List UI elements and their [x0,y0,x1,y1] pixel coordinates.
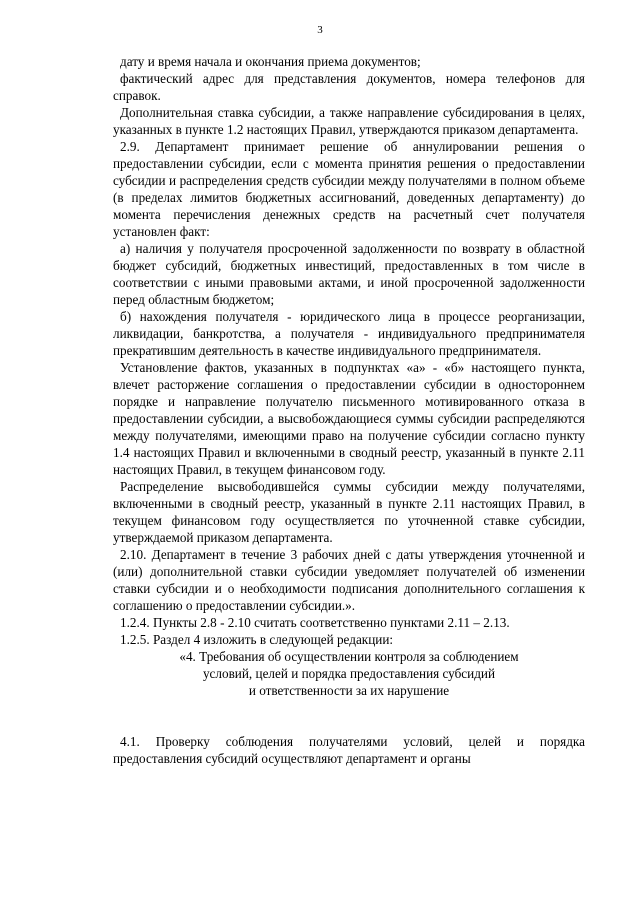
paragraph: Установление фактов, указанных в подпунктах «а» - «б» настоящего пункта, влечет расторжение соглашения о предоставлении субсидии в одностороннем порядке и направление получателю письменного мотивированного отказа в предоставлении субсидии, а высвобождающиеся суммы субсидии распределяются между получателями, имеющими право на получение субсидии согласно пункту 1.4 настоящих Правил и включенными в сводный реестр, указанный в пункте 2.11 настоящих Правил, в текущем финансовом году. [113,360,585,477]
paragraph: Распределение высвободившейся суммы субсидии между получателями, включенными в сводный реестр, указанный в пункте 2.11 настоящих Правил, в текущем финансовом году осуществляется по уточненной ставке субсидии, утверждаемой приказом департамента. [113,479,585,545]
document-body [113,53,585,767]
paragraph: 2.9. Департамент принимает решение об аннулировании решения о предоставлении субсидии, если с момента принятия решения о предоставлении субсидии и распределения средств субсидии между получателями в полном объеме (в пределах лимитов бюджетных ассигнований, доведенных департаменту) до момента перечисления денежных средств на расчетный счет получателя установлен факт: [113,139,585,239]
paragraph: 1.2.4. Пункты 2.8 - 2.10 считать соответственно пунктами 2.11 – 2.13. [120,615,510,630]
section-heading-line: и ответственности за их нарушение [248,683,450,698]
section-heading-line: условий, целей и порядка предоставления субсидий [202,666,496,681]
paragraph: дату и время начала и окончания приема документов; [120,54,421,69]
paragraph: 4.1. Проверку соблюдения получателями условий, целей и порядка предоставления субсидий осуществляют департамент и органы [113,734,585,766]
spacer [113,699,585,733]
paragraph: Дополнительная ставка субсидии, а также направление субсидирования в целях, указанных в пункте 1.2 настоящих Правил, утверждаются приказом департамента. [113,105,585,137]
paragraph: 2.10. Департамент в течение 3 рабочих дней с даты утверждения уточненной и (или) дополнительной ставки субсидии уведомляет получателей об изменении ставки субсидии и о необходимости подписания дополнительного соглашения к соглашению о предоставлении субсидии.». [113,547,585,613]
paragraph: фактический адрес для представления документов, номера телефонов для справок. [113,71,585,103]
section-heading-line: «4. Требования об осуществлении контроля за соблюдением [179,649,519,664]
paragraph: 1.2.5. Раздел 4 изложить в следующей редакции: [120,632,394,647]
paragraph: а) наличия у получателя просроченной задолженности по возврату в областной бюджет субсидий, бюджетных инвестиций, предоставленных в том числе в соответствии с иными правовыми актами, и иной просроченной задолженности перед областным бюджетом; [113,241,585,307]
paragraph: б) нахождения получателя - юридического лица в процессе реорганизации, ликвидации, банкротства, а получателя - индивидуального предпринимателя прекратившим деятельность в качестве индивидуального предпринимателя. [113,309,585,358]
page-number: 3 [317,24,323,36]
